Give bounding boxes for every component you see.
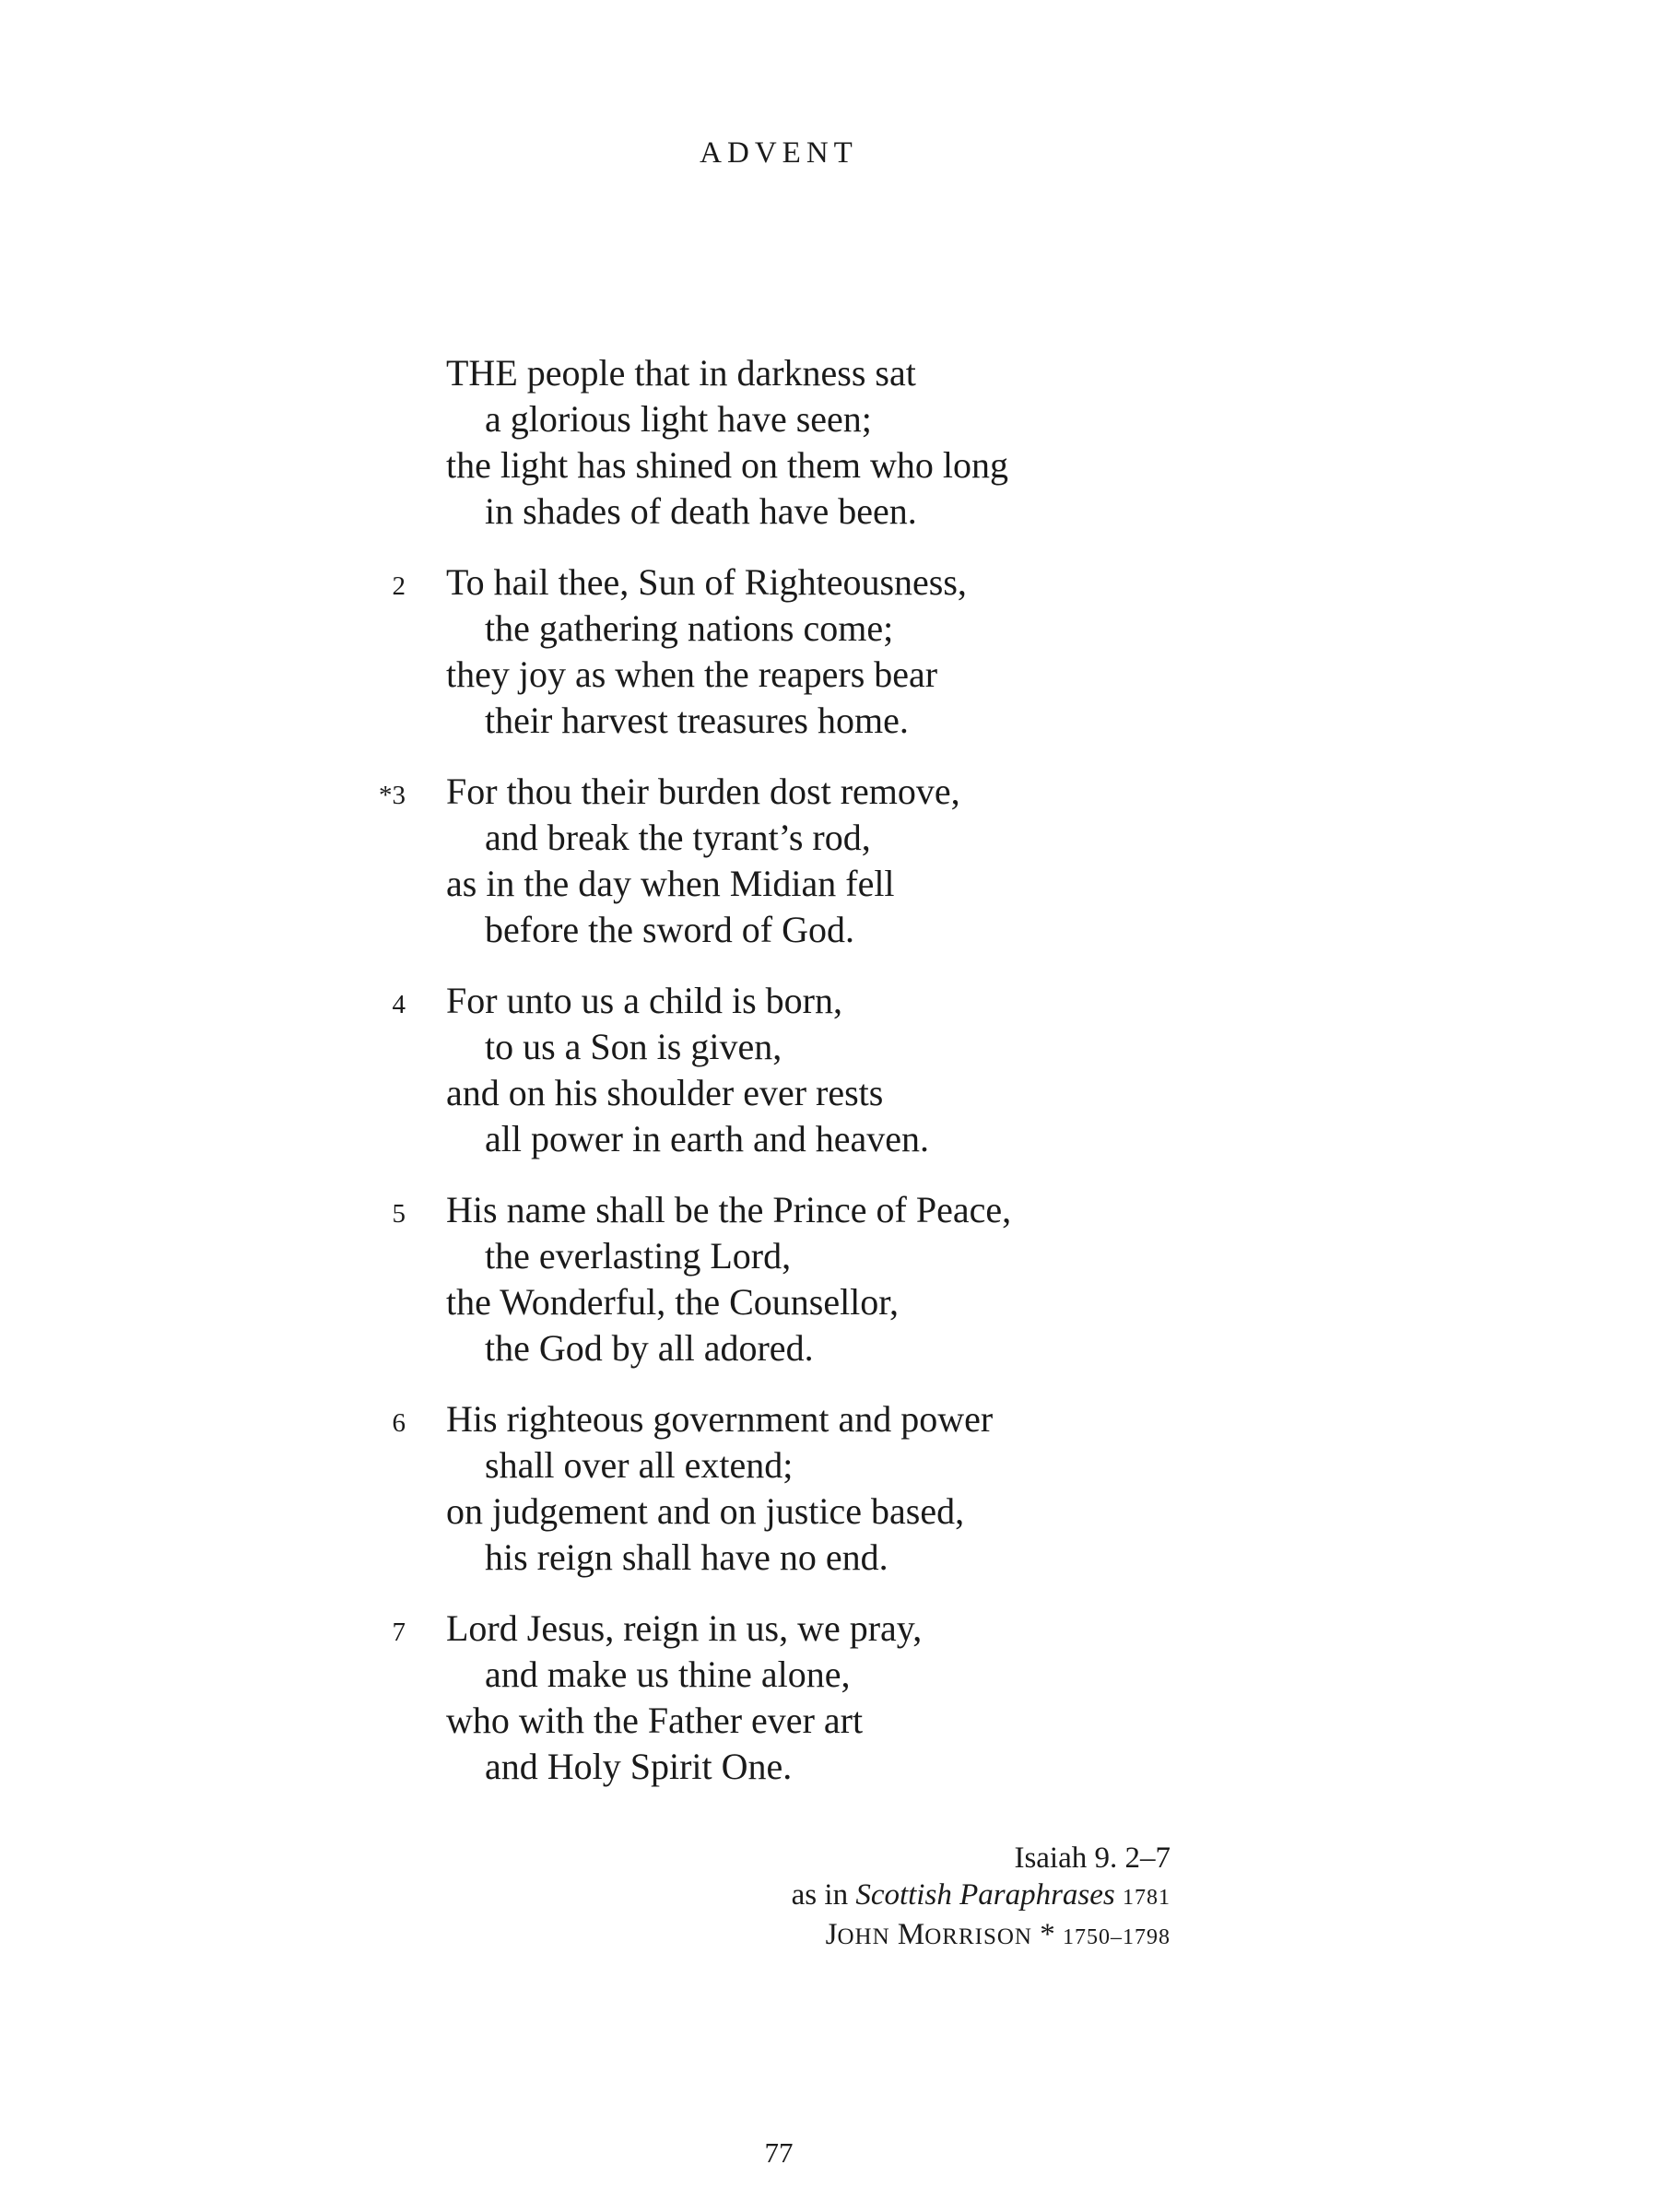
source-line xyxy=(792,1877,1171,1916)
verse-line: His righteous government and power xyxy=(446,1398,994,1440)
page-number: 77 xyxy=(764,2136,794,2169)
verse-line: the gathering nations come; xyxy=(485,607,894,649)
source-prefix: as in xyxy=(791,1878,856,1912)
verse-line: who with the Father ever art xyxy=(446,1700,864,1741)
verse-line: and Holy Spirit One. xyxy=(485,1746,793,1787)
verse-line: his reign shall have no end. xyxy=(485,1536,888,1578)
source-title: Scottish Paraphrases xyxy=(855,1878,1115,1912)
author-rest-first: OHN xyxy=(837,1924,890,1949)
source-year: 1781 xyxy=(1123,1886,1171,1910)
verse xyxy=(0,1606,1659,1790)
verse-line: a glorious light have seen; xyxy=(485,398,872,440)
verse xyxy=(0,350,1659,535)
author-dates: 1750–1798 xyxy=(1063,1925,1171,1949)
verse xyxy=(0,769,1659,953)
hymn-text xyxy=(0,350,1659,1815)
verse-line: For unto us a child is born, xyxy=(446,980,842,1021)
verse xyxy=(0,1396,1659,1581)
verse-line: to us a Son is given, xyxy=(485,1026,782,1067)
verse-line: To hail thee, Sun of Righteousness, xyxy=(446,561,967,603)
verse xyxy=(0,1187,1659,1371)
verse-line: and break the tyrant’s rod, xyxy=(485,817,871,858)
author-initial-j: J xyxy=(825,1918,838,1951)
verse-number: *3 xyxy=(379,781,406,810)
verse-line: on judgement and on justice based, xyxy=(446,1490,965,1532)
verse-number: 7 xyxy=(392,1618,406,1647)
verse-number: 2 xyxy=(392,571,406,601)
verse-line: THE people that in darkness sat xyxy=(446,352,916,394)
verse-line: their harvest treasures home. xyxy=(485,700,909,741)
verse-line: and make us thine alone, xyxy=(485,1653,851,1695)
author-initial-m: M xyxy=(897,1918,925,1951)
verse-line: His name shall be the Prince of Peace, xyxy=(446,1189,1012,1230)
author-line xyxy=(792,1916,1171,1956)
verse-line: For thou their burden dost remove, xyxy=(446,771,960,812)
running-head: ADVENT xyxy=(700,136,858,170)
verse-line: before the sword of God. xyxy=(485,909,854,950)
attribution xyxy=(792,1840,1171,1956)
verse-line: they joy as when the reapers bear xyxy=(446,653,938,695)
scripture-reference: Isaiah 9. 2–7 xyxy=(1014,1841,1171,1875)
verse-line: the God by all adored. xyxy=(485,1327,814,1369)
verse-line: in shades of death have been. xyxy=(485,490,917,532)
verse-line: and on his shoulder ever rests xyxy=(446,1072,884,1113)
author-rest-last: ORRISON xyxy=(924,1924,1032,1949)
verse-line: Lord Jesus, reign in us, we pray, xyxy=(446,1607,923,1649)
verse-line: all power in earth and heaven. xyxy=(485,1118,930,1159)
verse-number: 5 xyxy=(392,1199,406,1229)
verse xyxy=(0,978,1659,1162)
verse-line: as in the day when Midian fell xyxy=(446,863,895,904)
verse-line: the light has shined on them who long xyxy=(446,444,1008,486)
verse-number: 6 xyxy=(392,1408,406,1438)
verse-line: shall over all extend; xyxy=(485,1444,794,1486)
verse-number: 4 xyxy=(392,990,406,1019)
verse xyxy=(0,559,1659,744)
verse-line: the Wonderful, the Counsellor, xyxy=(446,1281,900,1323)
author-mark: * xyxy=(1040,1918,1055,1951)
verse-line: the everlasting Lord, xyxy=(485,1235,792,1277)
